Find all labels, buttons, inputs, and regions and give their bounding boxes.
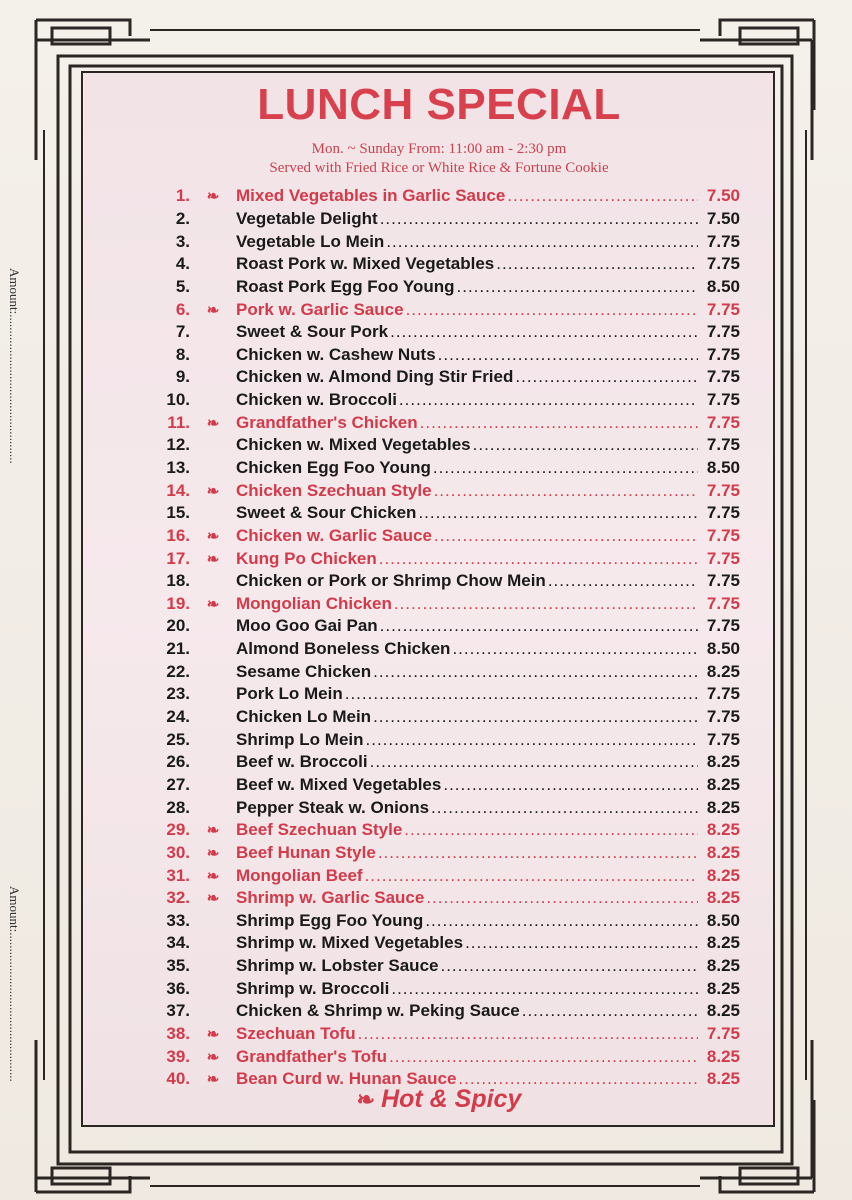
item-number: 14. bbox=[166, 480, 190, 500]
item-number: 21. bbox=[166, 639, 190, 659]
menu-item bbox=[150, 570, 740, 593]
item-number: 36. bbox=[166, 978, 190, 998]
menu-item bbox=[150, 751, 740, 774]
item-price: 7.75 bbox=[706, 548, 740, 568]
chili-pepper-icon: ❧ bbox=[206, 890, 220, 908]
menu-item bbox=[150, 683, 740, 706]
item-price: 7.75 bbox=[706, 525, 740, 545]
dot-leader bbox=[434, 481, 698, 501]
menu-item bbox=[150, 208, 740, 231]
item-number: 4. bbox=[175, 254, 190, 274]
item-price: 8.25 bbox=[706, 820, 740, 840]
menu-item bbox=[150, 253, 740, 276]
menu-item bbox=[150, 547, 740, 570]
item-name: Sweet & Sour Pork bbox=[236, 322, 389, 342]
item-name: Shrimp w. Broccoli bbox=[236, 978, 390, 998]
menu-item bbox=[150, 615, 740, 638]
menu-item bbox=[150, 457, 740, 480]
chili-pepper-icon: ❧ bbox=[206, 482, 220, 500]
item-number: 7. bbox=[175, 322, 190, 342]
item-name: Pepper Steak w. Onions bbox=[236, 797, 430, 817]
item-number: 25. bbox=[166, 729, 190, 749]
item-number: 33. bbox=[166, 910, 190, 930]
item-price: 7.75 bbox=[706, 367, 740, 387]
menu-item bbox=[150, 864, 740, 887]
item-number: 18. bbox=[166, 571, 190, 591]
chili-pepper-icon: ❧ bbox=[206, 595, 220, 613]
item-number: 38. bbox=[166, 1024, 190, 1044]
dot-leader bbox=[496, 254, 698, 274]
menu-item bbox=[150, 1000, 740, 1023]
item-price: 7.75 bbox=[706, 1024, 740, 1044]
item-price: 7.75 bbox=[706, 322, 740, 342]
menu-item bbox=[150, 298, 740, 321]
amount-note-bottom: Amount:.............................................. bbox=[7, 886, 22, 1082]
menu-item bbox=[150, 819, 740, 842]
dot-leader bbox=[515, 367, 698, 387]
item-name: Chicken Lo Mein bbox=[236, 707, 372, 727]
item-number: 13. bbox=[166, 458, 190, 477]
amount-note-top: Amount:.............................................. bbox=[7, 268, 22, 464]
dot-leader bbox=[425, 911, 698, 931]
item-price: 7.50 bbox=[706, 208, 740, 228]
dot-leader bbox=[452, 639, 698, 659]
item-number: 9. bbox=[175, 367, 190, 387]
menu-item bbox=[150, 932, 740, 955]
item-price: 7.50 bbox=[706, 186, 740, 206]
item-number: 22. bbox=[166, 661, 190, 681]
item-price: 7.75 bbox=[706, 435, 740, 455]
dot-leader bbox=[365, 866, 698, 886]
item-number: 8. bbox=[175, 344, 190, 364]
menu-item bbox=[150, 842, 740, 865]
dot-leader bbox=[420, 413, 698, 433]
item-price: 7.75 bbox=[706, 684, 740, 704]
item-price: 7.75 bbox=[706, 503, 740, 523]
chili-pepper-icon: ❧ bbox=[206, 1071, 220, 1089]
item-name: Mongolian Beef bbox=[236, 865, 363, 885]
menu-item bbox=[150, 185, 740, 208]
dot-leader bbox=[370, 752, 698, 772]
item-name: Shrimp Egg Foo Young bbox=[236, 910, 424, 930]
item-number: 12. bbox=[166, 435, 190, 455]
dot-leader bbox=[389, 1047, 698, 1067]
item-price: 8.50 bbox=[706, 910, 740, 930]
dot-leader bbox=[378, 843, 698, 863]
item-name: Pork Lo Mein bbox=[236, 684, 343, 704]
dot-leader bbox=[406, 300, 698, 320]
item-number: 32. bbox=[166, 888, 190, 908]
menu-item bbox=[150, 230, 740, 253]
item-name: Kung Po Chicken bbox=[236, 548, 377, 568]
item-name: Grandfather's Chicken bbox=[236, 412, 418, 432]
legend-text: Hot & Spicy bbox=[381, 1085, 522, 1113]
dot-leader bbox=[380, 616, 698, 636]
item-number: 37. bbox=[166, 1001, 190, 1021]
dot-leader bbox=[426, 888, 698, 908]
chili-pepper-icon: ❧ bbox=[206, 527, 220, 545]
item-price: 7.75 bbox=[706, 344, 740, 364]
menu-item bbox=[150, 502, 740, 525]
item-number: 23. bbox=[166, 684, 190, 704]
item-price: 8.25 bbox=[706, 978, 740, 998]
item-name: Vegetable Delight bbox=[236, 208, 378, 228]
item-price: 8.50 bbox=[706, 639, 740, 659]
item-number: 3. bbox=[175, 231, 190, 251]
dot-leader bbox=[379, 549, 698, 569]
menu-item bbox=[150, 434, 740, 457]
chili-pepper-icon: ❧ bbox=[206, 414, 220, 432]
item-number: 34. bbox=[166, 933, 190, 953]
dot-leader bbox=[522, 1001, 698, 1021]
dot-leader bbox=[373, 662, 698, 682]
item-number: 6. bbox=[175, 299, 190, 319]
dot-leader bbox=[394, 594, 698, 614]
dot-leader bbox=[386, 232, 698, 252]
item-name: Shrimp w. Mixed Vegetables bbox=[236, 933, 464, 953]
menu-item bbox=[150, 1023, 740, 1046]
menu-item bbox=[150, 706, 740, 729]
item-price: 8.25 bbox=[706, 956, 740, 976]
item-price: 7.75 bbox=[706, 571, 740, 591]
item-name: Roast Pork Egg Foo Young bbox=[236, 276, 455, 296]
item-number: 5. bbox=[175, 276, 190, 296]
menu-hours: Mon. ~ Sunday From: 11:00 am - 2:30 pm bbox=[311, 141, 567, 157]
item-name: Vegetable Lo Mein bbox=[236, 231, 385, 251]
item-price: 8.25 bbox=[706, 842, 740, 862]
item-price: 8.25 bbox=[706, 774, 740, 794]
dot-leader bbox=[465, 933, 698, 953]
menu-item bbox=[150, 1045, 740, 1068]
item-price: 8.25 bbox=[706, 888, 740, 908]
menu-item bbox=[150, 774, 740, 797]
dot-leader bbox=[443, 775, 698, 795]
item-name: Shrimp w. Garlic Sauce bbox=[236, 888, 425, 908]
item-name: Shrimp Lo Mein bbox=[236, 729, 364, 749]
item-name: Mongolian Chicken bbox=[236, 593, 392, 613]
menu-item bbox=[150, 343, 740, 366]
chili-pepper-icon: ❧ bbox=[206, 301, 220, 319]
item-price: 7.75 bbox=[706, 390, 740, 410]
item-number: 2. bbox=[175, 208, 190, 228]
item-price: 8.25 bbox=[706, 752, 740, 772]
menu-item bbox=[150, 728, 740, 751]
item-name: Almond Boneless Chicken bbox=[236, 639, 451, 659]
menu-item bbox=[150, 910, 740, 933]
item-price: 8.25 bbox=[706, 797, 740, 817]
item-number: 17. bbox=[166, 548, 190, 568]
item-price: 8.25 bbox=[706, 1001, 740, 1021]
item-name: Chicken Egg Foo Young bbox=[236, 458, 431, 477]
menu-item bbox=[150, 887, 740, 910]
dot-leader bbox=[373, 707, 698, 727]
item-name: Chicken w. Almond Ding Stir Fried bbox=[236, 367, 514, 387]
menu-served-with: Served with Fried Rice or White Rice & Fortune Cookie bbox=[269, 160, 609, 176]
menu-item bbox=[150, 321, 740, 344]
dot-leader bbox=[390, 322, 698, 342]
menu-item bbox=[150, 955, 740, 978]
item-number: 10. bbox=[166, 390, 190, 410]
item-name: Roast Pork w. Mixed Vegetables bbox=[236, 254, 495, 274]
item-price: 8.50 bbox=[706, 276, 740, 296]
item-name: Beef w. Mixed Vegetables bbox=[236, 774, 442, 794]
item-name: Chicken or Pork or Shrimp Chow Mein bbox=[236, 571, 546, 591]
item-number: 35. bbox=[166, 956, 190, 976]
item-price: 7.75 bbox=[706, 616, 740, 636]
item-price: 8.25 bbox=[706, 865, 740, 885]
legend bbox=[84, 1085, 794, 1114]
item-price: 8.25 bbox=[706, 1046, 740, 1066]
item-number: 19. bbox=[166, 593, 190, 613]
menu-item bbox=[150, 593, 740, 616]
item-number: 40. bbox=[166, 1069, 190, 1089]
chili-pepper-icon: ❧ bbox=[206, 188, 220, 206]
item-price: 7.75 bbox=[706, 729, 740, 749]
menu-item bbox=[150, 525, 740, 548]
item-number: 16. bbox=[166, 525, 190, 545]
dot-leader bbox=[473, 435, 698, 455]
chili-pepper-icon: ❧ bbox=[206, 867, 220, 885]
menu-item bbox=[150, 366, 740, 389]
dot-leader bbox=[457, 277, 699, 297]
dot-leader bbox=[358, 1024, 698, 1044]
dot-leader bbox=[431, 798, 698, 818]
item-number: 27. bbox=[166, 774, 190, 794]
dot-leader bbox=[404, 820, 698, 840]
item-name: Moo Goo Gai Pan bbox=[236, 616, 378, 636]
menu-item-list bbox=[150, 185, 740, 1091]
item-number: 20. bbox=[166, 616, 190, 636]
dot-leader bbox=[380, 209, 698, 229]
item-price: 8.50 bbox=[706, 458, 740, 477]
dot-leader bbox=[345, 684, 698, 704]
menu-item bbox=[150, 796, 740, 819]
dot-leader bbox=[507, 186, 698, 206]
item-name: Chicken w. Mixed Vegetables bbox=[236, 435, 471, 455]
item-name: Shrimp w. Lobster Sauce bbox=[236, 956, 439, 976]
item-name: Szechuan Tofu bbox=[236, 1024, 356, 1044]
menu-item bbox=[150, 389, 740, 412]
chili-pepper-icon: ❧ bbox=[206, 550, 220, 568]
menu-title: LUNCH SPECIAL bbox=[257, 80, 621, 129]
item-price: 7.75 bbox=[706, 299, 740, 319]
item-name: Bean Curd w. Hunan Sauce bbox=[236, 1069, 457, 1089]
item-name: Chicken w. Garlic Sauce bbox=[236, 525, 432, 545]
item-name: Chicken w. Broccoli bbox=[236, 390, 397, 410]
item-name: Beef Hunan Style bbox=[236, 842, 376, 862]
item-price: 7.75 bbox=[706, 254, 740, 274]
dot-leader bbox=[391, 979, 698, 999]
chili-pepper-icon: ❧ bbox=[206, 1026, 220, 1044]
item-name: Mixed Vegetables in Garlic Sauce bbox=[236, 186, 506, 206]
item-name: Beef Szechuan Style bbox=[236, 820, 403, 840]
item-number: 30. bbox=[166, 842, 190, 862]
item-number: 28. bbox=[166, 797, 190, 817]
item-number: 29. bbox=[166, 820, 190, 840]
item-price: 7.75 bbox=[706, 707, 740, 727]
chili-pepper-icon: ❧ bbox=[206, 822, 220, 840]
item-name: Sesame Chicken bbox=[236, 661, 372, 681]
dot-leader bbox=[433, 458, 698, 478]
menu-item bbox=[150, 411, 740, 434]
chili-pepper-icon: ❧ bbox=[356, 1087, 376, 1112]
item-price: 7.75 bbox=[706, 480, 740, 500]
item-name: Chicken w. Cashew Nuts bbox=[236, 344, 436, 364]
item-number: 11. bbox=[167, 412, 190, 432]
menu-item bbox=[150, 977, 740, 1000]
item-number: 15. bbox=[166, 503, 190, 523]
item-price: 8.25 bbox=[706, 1069, 740, 1089]
item-name: Sweet & Sour Chicken bbox=[236, 503, 417, 523]
item-number: 24. bbox=[166, 707, 190, 727]
item-number: 31. bbox=[166, 865, 190, 885]
dot-leader bbox=[366, 730, 699, 750]
chili-pepper-icon: ❧ bbox=[206, 1048, 220, 1066]
item-price: 7.75 bbox=[706, 593, 740, 613]
menu-item bbox=[150, 638, 740, 661]
item-number: 39. bbox=[166, 1046, 190, 1066]
item-name: Chicken & Shrimp w. Peking Sauce bbox=[236, 1001, 520, 1021]
item-price: 8.25 bbox=[706, 933, 740, 953]
menu-item bbox=[150, 660, 740, 683]
item-number: 26. bbox=[166, 752, 190, 772]
dot-leader bbox=[434, 526, 698, 546]
item-number: 1. bbox=[175, 186, 190, 206]
menu-item bbox=[150, 479, 740, 502]
item-price: 7.75 bbox=[706, 231, 740, 251]
item-name: Pork w. Garlic Sauce bbox=[236, 299, 404, 319]
dot-leader bbox=[418, 503, 698, 523]
dot-leader bbox=[438, 345, 698, 365]
item-name: Grandfather's Tofu bbox=[236, 1046, 388, 1066]
item-name: Beef w. Broccoli bbox=[236, 752, 368, 772]
item-price: 8.25 bbox=[706, 661, 740, 681]
item-price: 7.75 bbox=[706, 412, 740, 432]
chili-pepper-icon: ❧ bbox=[206, 844, 220, 862]
menu-item bbox=[150, 276, 740, 299]
dot-leader bbox=[548, 571, 698, 591]
item-name: Chicken Szechuan Style bbox=[236, 480, 432, 500]
dot-leader bbox=[399, 390, 698, 410]
dot-leader bbox=[440, 956, 698, 976]
